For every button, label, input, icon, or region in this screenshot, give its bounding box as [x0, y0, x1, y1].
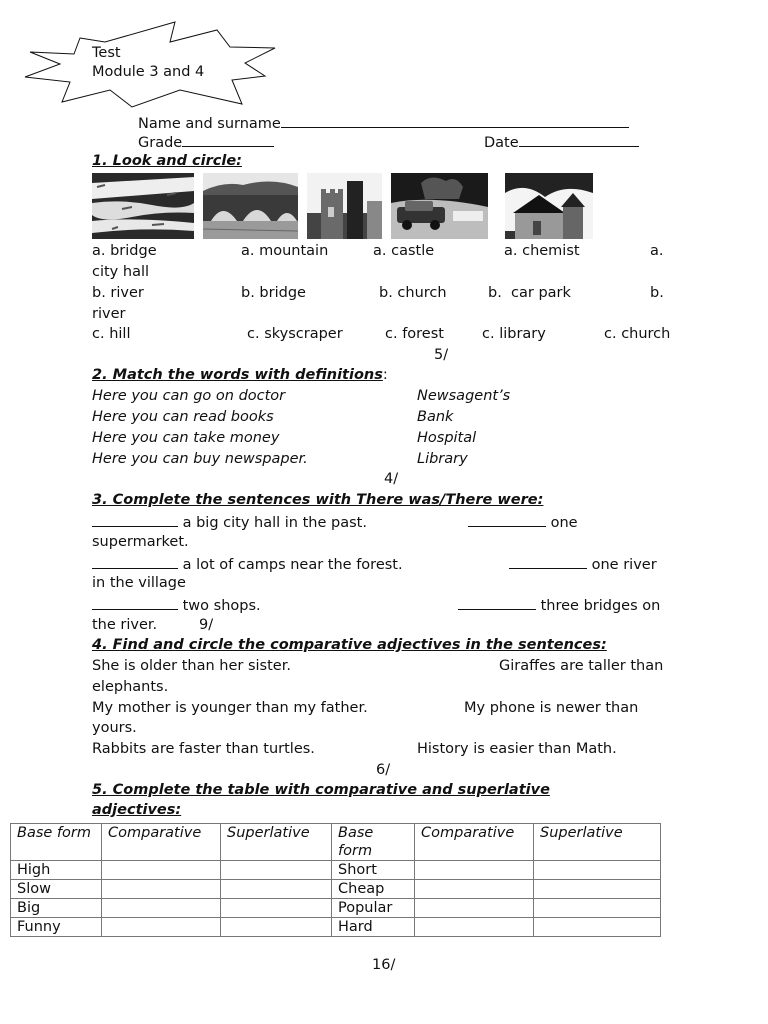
col-base-form: Base form: [11, 824, 102, 861]
ex1-option-c4[interactable]: c. library: [482, 326, 546, 342]
ex3-blank-1[interactable]: [92, 513, 178, 527]
adjectives-table: [10, 823, 661, 937]
ex2-colon: :: [382, 367, 388, 383]
ex1-option-a3[interactable]: a. castle: [373, 243, 435, 259]
table-row: [11, 899, 661, 918]
grade-label: Grade: [138, 135, 183, 151]
ex1-option-c5[interactable]: c. church: [604, 326, 671, 342]
ex3-sentence-1: [92, 513, 367, 531]
ex3-sentence-4: [509, 555, 657, 573]
total-score: 16/: [372, 957, 396, 973]
ex1-option-b1[interactable]: b. river: [92, 285, 144, 301]
ex2-definition-3[interactable]: Here you can take money: [92, 430, 280, 446]
base-word: Popular: [332, 899, 415, 918]
ex3-heading: 3. Complete the sentences with There was/There were:: [92, 492, 544, 508]
ex1-score: 5/: [434, 347, 449, 363]
base-word: High: [11, 861, 102, 880]
name-field: [138, 114, 629, 132]
ex3-sentence-1-text: a big city hall in the past.: [182, 515, 367, 531]
answer-cell[interactable]: [221, 918, 332, 937]
col-base-form-2: Base form: [332, 824, 415, 861]
answer-cell[interactable]: [221, 861, 332, 880]
ex3-sentence-4-text: one river: [591, 557, 657, 573]
ex3-sentence-5: [92, 596, 261, 614]
ex1-option-a4[interactable]: a. chemist: [504, 243, 580, 259]
ex4-sentence-2-wrap[interactable]: elephants.: [92, 679, 169, 695]
ex2-definition-2[interactable]: Here you can read books: [92, 409, 274, 425]
ex1-option-b5-wrap[interactable]: river: [92, 306, 126, 322]
col-comparative: Comparative: [102, 824, 221, 861]
ex1-option-b2[interactable]: b. bridge: [241, 285, 306, 301]
ex1-option-a2[interactable]: a. mountain: [241, 243, 329, 259]
date-blank[interactable]: [519, 133, 639, 147]
answer-cell[interactable]: [102, 861, 221, 880]
ex1-option-b4[interactable]: b. car park: [488, 285, 571, 301]
table-row: [11, 918, 661, 937]
col-comparative-2: Comparative: [415, 824, 534, 861]
grade-blank[interactable]: [182, 133, 274, 147]
ex3-sentence-3-text: a lot of camps near the forest.: [182, 557, 403, 573]
ex3-blank-4[interactable]: [509, 555, 587, 569]
ex1-option-c3[interactable]: c. forest: [385, 326, 444, 342]
ex3-sentence-6-text: three bridges on: [540, 598, 661, 614]
ex3-sentence-5-text: two shops.: [182, 598, 261, 614]
ex1-option-a5-wrap[interactable]: city hall: [92, 264, 150, 280]
grade-field: [138, 133, 274, 151]
base-word: Hard: [332, 918, 415, 937]
date-label: Date: [484, 135, 519, 151]
ex2-heading-wrap: [92, 367, 388, 383]
ex4-sentence-1[interactable]: She is older than her sister.: [92, 658, 291, 674]
test-title: Test: [92, 45, 121, 61]
ex3-sentence-2-wrap: supermarket.: [92, 534, 189, 550]
ex3-blank-3[interactable]: [92, 555, 178, 569]
ex1-option-c2[interactable]: c. skyscraper: [247, 326, 343, 342]
castle-photo: [307, 173, 382, 239]
col-superlative: Superlative: [221, 824, 332, 861]
ex2-score: 4/: [384, 471, 399, 487]
ex4-heading: 4. Find and circle the comparative adjectives in the sentences:: [92, 637, 607, 653]
base-word: Slow: [11, 880, 102, 899]
answer-cell[interactable]: [415, 899, 534, 918]
ex2-heading: 2. Match the words with definitions: [92, 367, 383, 383]
base-word: Big: [11, 899, 102, 918]
ex2-word-3[interactable]: Hospital: [417, 430, 477, 446]
table-header-row: [11, 824, 661, 861]
ex3-sentence-6-wrap: the river.: [92, 617, 158, 633]
answer-cell[interactable]: [534, 880, 661, 899]
answer-cell[interactable]: [415, 918, 534, 937]
table-row: [11, 880, 661, 899]
ex2-definition-4[interactable]: Here you can buy newspaper.: [92, 451, 308, 467]
base-word: Cheap: [332, 880, 415, 899]
ex4-sentence-4-wrap[interactable]: yours.: [92, 720, 137, 736]
ex2-definition-1[interactable]: Here you can go on doctor: [92, 388, 286, 404]
answer-cell[interactable]: [102, 880, 221, 899]
answer-cell[interactable]: [534, 899, 661, 918]
name-blank[interactable]: [281, 114, 629, 128]
car-park-photo: [391, 173, 488, 239]
table-row: [11, 861, 661, 880]
ex2-word-1[interactable]: Newsagent’s: [417, 388, 511, 404]
ex1-option-b5[interactable]: b.: [650, 285, 664, 301]
answer-cell[interactable]: [102, 899, 221, 918]
ex4-sentence-4[interactable]: My phone is newer than: [464, 700, 639, 716]
ex1-option-c1[interactable]: c. hill: [92, 326, 131, 342]
ex3-sentence-2: [468, 513, 578, 531]
ex4-sentence-5[interactable]: Rabbits are faster than turtles.: [92, 741, 315, 757]
answer-cell[interactable]: [415, 880, 534, 899]
bridge-photo: [203, 173, 298, 239]
answer-cell[interactable]: [415, 861, 534, 880]
ex1-option-a1[interactable]: a. bridge: [92, 243, 157, 259]
ex1-heading: 1. Look and circle:: [92, 153, 242, 169]
col-superlative-2: Superlative: [534, 824, 661, 861]
answer-cell[interactable]: [221, 880, 332, 899]
church-photo: [505, 173, 593, 239]
ex1-option-a5[interactable]: a.: [650, 243, 664, 259]
ex2-word-2[interactable]: Bank: [417, 409, 454, 425]
ex3-sentence-4-wrap: in the village: [92, 575, 186, 591]
ex4-sentence-6[interactable]: History is easier than Math.: [417, 741, 617, 757]
name-label: Name and surname: [138, 116, 281, 132]
date-field: [484, 133, 639, 151]
ex4-sentence-2[interactable]: Giraffes are taller than: [499, 658, 664, 674]
ex3-blank-2[interactable]: [468, 513, 546, 527]
ex3-sentence-3: [92, 555, 403, 573]
ex5-heading-line1: 5. Complete the table with comparative and superlative: [92, 782, 550, 798]
answer-cell[interactable]: [221, 899, 332, 918]
ex3-score: 9/: [199, 617, 214, 633]
base-word: Funny: [11, 918, 102, 937]
ex3-blank-5[interactable]: [92, 596, 178, 610]
answer-cell[interactable]: [102, 918, 221, 937]
test-subtitle: Module 3 and 4: [92, 64, 205, 80]
ex1-option-b3[interactable]: b. church: [379, 285, 447, 301]
ex5-heading-line2: adjectives:: [92, 802, 182, 818]
river-photo: [92, 173, 194, 239]
ex4-score: 6/: [376, 762, 391, 778]
ex3-blank-6[interactable]: [458, 596, 536, 610]
answer-cell[interactable]: [534, 918, 661, 937]
base-word: Short: [332, 861, 415, 880]
ex4-sentence-3[interactable]: My mother is younger than my father.: [92, 700, 368, 716]
ex3-sentence-2-text: one: [550, 515, 578, 531]
answer-cell[interactable]: [534, 861, 661, 880]
ex2-word-4[interactable]: Library: [417, 451, 468, 467]
ex3-sentence-6: [458, 596, 660, 614]
